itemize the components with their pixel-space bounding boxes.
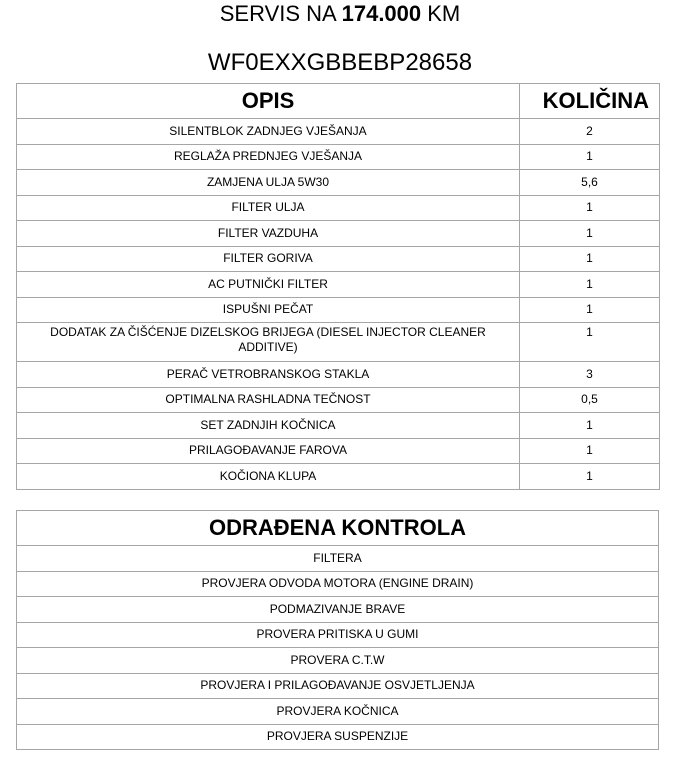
table-row bbox=[17, 464, 660, 490]
check-item: PROVJERA SUSPENZIJE bbox=[17, 724, 659, 750]
table-row bbox=[17, 413, 660, 439]
table-row bbox=[17, 297, 660, 323]
checks-table-title: ODRAĐENA KONTROLA bbox=[17, 511, 659, 546]
service-km: 174.000 bbox=[341, 1, 422, 26]
column-header-quantity: KOLIČINA bbox=[520, 84, 660, 119]
part-quantity: 5,6 bbox=[520, 170, 660, 196]
table-row bbox=[17, 362, 660, 388]
table-row bbox=[17, 622, 659, 648]
part-quantity: 2 bbox=[520, 119, 660, 145]
checks-table-header-row bbox=[17, 511, 659, 546]
table-row bbox=[17, 438, 660, 464]
part-description: DODATAK ZA ČIŠĆENJE DIZELSKOG BRIJEGA (DIESEL INJECTOR CLEANER ADDITIVE) bbox=[17, 323, 520, 362]
part-quantity: 1 bbox=[520, 438, 660, 464]
table-row bbox=[17, 387, 660, 413]
part-quantity: 1 bbox=[520, 297, 660, 323]
part-quantity: 1 bbox=[520, 246, 660, 272]
check-item: FILTERA bbox=[17, 546, 659, 572]
table-row bbox=[17, 724, 659, 750]
part-description: OPTIMALNA RASHLADNA TEČNOST bbox=[17, 387, 520, 413]
table-row bbox=[17, 119, 660, 145]
table-row bbox=[17, 195, 660, 221]
vin-number: WF0EXXGBBEBP28658 bbox=[207, 49, 473, 76]
part-quantity: 1 bbox=[520, 464, 660, 490]
part-quantity: 0,5 bbox=[520, 387, 660, 413]
parts-table bbox=[16, 83, 660, 490]
table-row bbox=[17, 546, 659, 572]
part-description: ZAMJENA ULJA 5W30 bbox=[17, 170, 520, 196]
check-item: PROVERA C.T.W bbox=[17, 648, 659, 674]
table-row bbox=[17, 648, 659, 674]
part-description: AC PUTNIČKI FILTER bbox=[17, 272, 520, 298]
table-row bbox=[17, 673, 659, 699]
column-header-description: OPIS bbox=[17, 84, 520, 119]
table-row bbox=[17, 272, 660, 298]
part-quantity: 3 bbox=[520, 362, 660, 388]
table-row bbox=[17, 221, 660, 247]
service-title bbox=[0, 0, 680, 28]
check-item: PODMAZIVANJE BRAVE bbox=[17, 597, 659, 623]
part-description: REGLAŽA PREDNJEG VJEŠANJA bbox=[17, 144, 520, 170]
table-row bbox=[17, 323, 660, 362]
table-row bbox=[17, 170, 660, 196]
part-description: FILTER VAZDUHA bbox=[17, 221, 520, 247]
part-description: SILENTBLOK ZADNJEG VJEŠANJA bbox=[17, 119, 520, 145]
part-quantity: 1 bbox=[520, 272, 660, 298]
part-description: KOČIONA KLUPA bbox=[17, 464, 520, 490]
part-quantity: 1 bbox=[520, 323, 660, 362]
part-quantity: 1 bbox=[520, 144, 660, 170]
part-quantity: 1 bbox=[520, 413, 660, 439]
part-description: ISPUŠNI PEČAT bbox=[17, 297, 520, 323]
table-row bbox=[17, 699, 659, 725]
part-description: SET ZADNJIH KOČNICA bbox=[17, 413, 520, 439]
part-quantity: 1 bbox=[520, 221, 660, 247]
table-row bbox=[17, 246, 660, 272]
check-item: PROVJERA KOČNICA bbox=[17, 699, 659, 725]
part-description: FILTER ULJA bbox=[17, 195, 520, 221]
service-title-suffix: KM bbox=[421, 1, 461, 26]
table-row bbox=[17, 597, 659, 623]
parts-table-header-row bbox=[17, 84, 660, 119]
table-row bbox=[17, 571, 659, 597]
part-description: PRILAGOĐAVANJE FAROVA bbox=[17, 438, 520, 464]
checks-table bbox=[16, 510, 659, 750]
service-title-prefix: SERVIS NA bbox=[219, 1, 342, 26]
check-item: PROVJERA ODVODA MOTORA (ENGINE DRAIN) bbox=[17, 571, 659, 597]
check-item: PROVERA PRITISKA U GUMI bbox=[17, 622, 659, 648]
table-row bbox=[17, 144, 660, 170]
part-description: FILTER GORIVA bbox=[17, 246, 520, 272]
check-item: PROVJERA I PRILAGOĐAVANJE OSVJETLJENJA bbox=[17, 673, 659, 699]
part-quantity: 1 bbox=[520, 195, 660, 221]
part-description: PERAČ VETROBRANSKOG STAKLA bbox=[17, 362, 520, 388]
